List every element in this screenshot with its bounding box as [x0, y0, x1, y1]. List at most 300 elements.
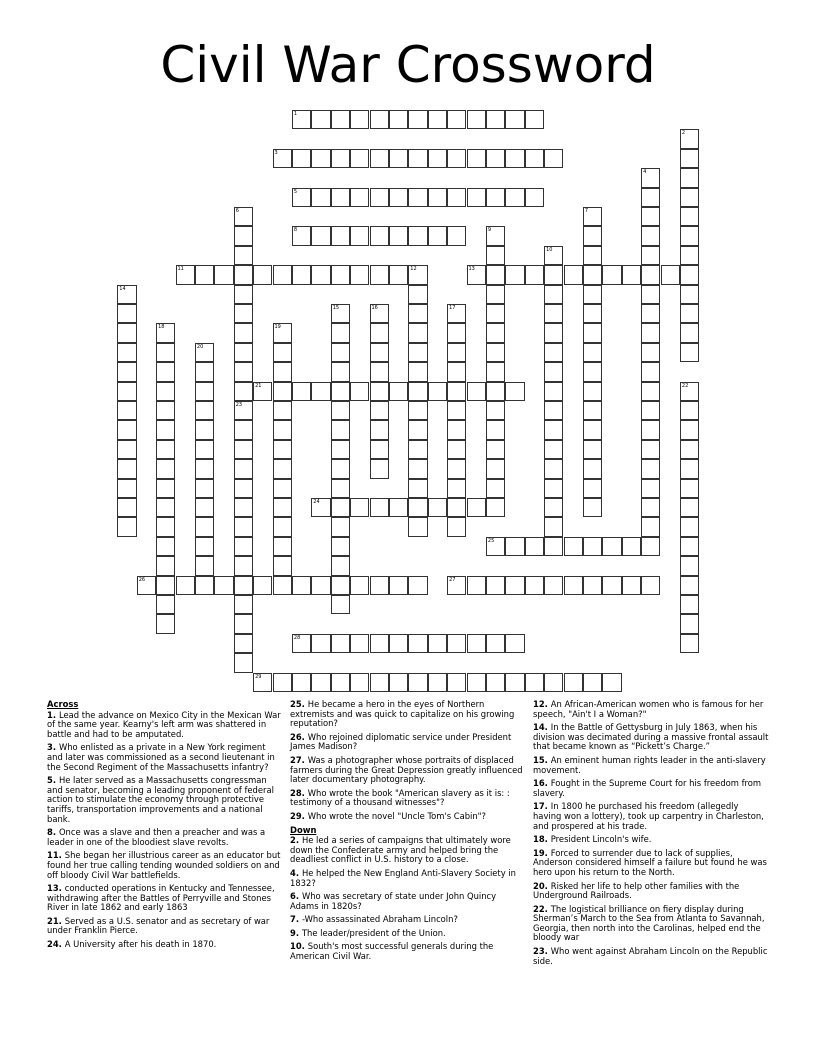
grid-cell[interactable] — [176, 576, 195, 595]
grid-cell[interactable] — [408, 420, 427, 439]
grid-cell[interactable] — [680, 285, 699, 304]
grid-cell[interactable] — [331, 362, 350, 381]
grid-cell[interactable] — [350, 110, 369, 129]
grid-cell[interactable] — [680, 265, 699, 284]
grid-cell[interactable] — [428, 149, 447, 168]
grid-cell[interactable] — [195, 556, 214, 575]
grid-cell[interactable] — [486, 576, 505, 595]
grid-cell[interactable] — [583, 576, 602, 595]
grid-cell[interactable] — [583, 420, 602, 439]
grid-cell[interactable] — [234, 265, 253, 284]
grid-cell[interactable] — [486, 304, 505, 323]
grid-cell[interactable] — [234, 343, 253, 362]
grid-cell[interactable] — [641, 382, 660, 401]
grid-cell[interactable] — [408, 362, 427, 381]
grid-cell[interactable] — [234, 401, 253, 420]
grid-cell[interactable] — [176, 265, 195, 284]
grid-cell[interactable] — [156, 323, 175, 342]
grid-cell[interactable] — [447, 362, 466, 381]
grid-cell[interactable] — [156, 459, 175, 478]
grid-cell[interactable] — [292, 673, 311, 692]
grid-cell[interactable] — [156, 401, 175, 420]
grid-cell[interactable] — [486, 110, 505, 129]
grid-cell[interactable] — [583, 479, 602, 498]
grid-cell[interactable] — [370, 440, 389, 459]
grid-cell[interactable] — [350, 226, 369, 245]
grid-cell[interactable] — [370, 226, 389, 245]
grid-cell[interactable] — [602, 265, 621, 284]
grid-cell[interactable] — [389, 576, 408, 595]
grid-cell[interactable] — [370, 110, 389, 129]
grid-cell[interactable] — [234, 304, 253, 323]
grid-cell[interactable] — [350, 149, 369, 168]
grid-cell[interactable] — [331, 149, 350, 168]
grid-cell[interactable] — [273, 673, 292, 692]
grid-cell[interactable] — [156, 382, 175, 401]
grid-cell[interactable] — [234, 479, 253, 498]
grid-cell[interactable] — [273, 382, 292, 401]
grid-cell[interactable] — [564, 576, 583, 595]
grid-cell[interactable] — [525, 110, 544, 129]
grid-cell[interactable] — [447, 304, 466, 323]
grid-cell[interactable] — [467, 673, 486, 692]
grid-cell[interactable] — [273, 343, 292, 362]
grid-cell[interactable] — [195, 576, 214, 595]
grid-cell[interactable] — [156, 556, 175, 575]
grid-cell[interactable] — [408, 498, 427, 517]
grid-cell[interactable] — [564, 265, 583, 284]
grid-cell[interactable] — [525, 576, 544, 595]
grid-cell[interactable] — [156, 420, 175, 439]
grid-cell[interactable] — [408, 149, 427, 168]
grid-cell[interactable] — [350, 188, 369, 207]
grid-cell[interactable] — [156, 537, 175, 556]
grid-cell[interactable] — [311, 110, 330, 129]
grid-cell[interactable] — [525, 188, 544, 207]
grid-cell[interactable] — [350, 382, 369, 401]
grid-cell[interactable] — [641, 576, 660, 595]
grid-cell[interactable] — [350, 498, 369, 517]
grid-cell[interactable] — [661, 265, 680, 284]
grid-cell[interactable] — [583, 459, 602, 478]
grid-cell[interactable] — [544, 343, 563, 362]
grid-cell[interactable] — [408, 343, 427, 362]
grid-cell[interactable] — [505, 673, 524, 692]
grid-cell[interactable] — [447, 226, 466, 245]
grid-cell[interactable] — [195, 537, 214, 556]
grid-cell[interactable] — [350, 634, 369, 653]
grid-cell[interactable] — [544, 420, 563, 439]
grid-cell[interactable] — [641, 285, 660, 304]
grid-cell[interactable] — [273, 265, 292, 284]
grid-cell[interactable] — [117, 440, 136, 459]
grid-cell[interactable] — [311, 188, 330, 207]
grid-cell[interactable] — [408, 440, 427, 459]
grid-cell[interactable] — [311, 265, 330, 284]
grid-cell[interactable] — [311, 673, 330, 692]
grid-cell[interactable] — [680, 459, 699, 478]
grid-cell[interactable] — [641, 188, 660, 207]
grid-cell[interactable] — [544, 401, 563, 420]
grid-cell[interactable] — [641, 168, 660, 187]
grid-cell[interactable] — [544, 149, 563, 168]
grid-cell[interactable] — [622, 537, 641, 556]
grid-cell[interactable] — [680, 595, 699, 614]
grid-cell[interactable] — [447, 440, 466, 459]
grid-cell[interactable] — [331, 595, 350, 614]
grid-cell[interactable] — [428, 188, 447, 207]
grid-cell[interactable] — [641, 246, 660, 265]
grid-cell[interactable] — [544, 673, 563, 692]
grid-cell[interactable] — [408, 265, 427, 284]
grid-cell[interactable] — [486, 246, 505, 265]
grid-cell[interactable] — [156, 479, 175, 498]
grid-cell[interactable] — [447, 382, 466, 401]
grid-cell[interactable] — [331, 188, 350, 207]
grid-cell[interactable] — [331, 537, 350, 556]
grid-cell[interactable] — [331, 323, 350, 342]
grid-cell[interactable] — [486, 343, 505, 362]
grid-cell[interactable] — [486, 440, 505, 459]
grid-cell[interactable] — [486, 459, 505, 478]
grid-cell[interactable] — [234, 459, 253, 478]
grid-cell[interactable] — [680, 634, 699, 653]
grid-cell[interactable] — [234, 246, 253, 265]
grid-cell[interactable] — [117, 420, 136, 439]
grid-cell[interactable] — [311, 498, 330, 517]
grid-cell[interactable] — [602, 537, 621, 556]
grid-cell[interactable] — [641, 265, 660, 284]
grid-cell[interactable] — [273, 149, 292, 168]
grid-cell[interactable] — [156, 343, 175, 362]
grid-cell[interactable] — [117, 479, 136, 498]
grid-cell[interactable] — [641, 420, 660, 439]
grid-cell[interactable] — [370, 382, 389, 401]
grid-cell[interactable] — [408, 285, 427, 304]
grid-cell[interactable] — [195, 265, 214, 284]
grid-cell[interactable] — [467, 382, 486, 401]
grid-cell[interactable] — [447, 673, 466, 692]
grid-cell[interactable] — [137, 576, 156, 595]
grid-cell[interactable] — [234, 498, 253, 517]
grid-cell[interactable] — [331, 498, 350, 517]
grid-cell[interactable] — [389, 110, 408, 129]
grid-cell[interactable] — [486, 537, 505, 556]
grid-cell[interactable] — [253, 673, 272, 692]
grid-cell[interactable] — [370, 149, 389, 168]
grid-cell[interactable] — [544, 517, 563, 536]
grid-cell[interactable] — [680, 168, 699, 187]
grid-cell[interactable] — [273, 537, 292, 556]
grid-cell[interactable] — [505, 265, 524, 284]
grid-cell[interactable] — [350, 265, 369, 284]
grid-cell[interactable] — [583, 207, 602, 226]
grid-cell[interactable] — [680, 323, 699, 342]
grid-cell[interactable] — [428, 226, 447, 245]
grid-cell[interactable] — [525, 149, 544, 168]
grid-cell[interactable] — [544, 265, 563, 284]
grid-cell[interactable] — [505, 537, 524, 556]
grid-cell[interactable] — [680, 517, 699, 536]
grid-cell[interactable] — [117, 362, 136, 381]
grid-cell[interactable] — [331, 556, 350, 575]
grid-cell[interactable] — [680, 188, 699, 207]
grid-cell[interactable] — [428, 634, 447, 653]
grid-cell[interactable] — [544, 304, 563, 323]
grid-cell[interactable] — [680, 479, 699, 498]
grid-cell[interactable] — [389, 498, 408, 517]
grid-cell[interactable] — [389, 265, 408, 284]
grid-cell[interactable] — [117, 498, 136, 517]
grid-cell[interactable] — [234, 440, 253, 459]
grid-cell[interactable] — [467, 149, 486, 168]
grid-cell[interactable] — [331, 265, 350, 284]
grid-cell[interactable] — [117, 323, 136, 342]
grid-cell[interactable] — [234, 517, 253, 536]
grid-cell[interactable] — [486, 285, 505, 304]
grid-cell[interactable] — [331, 634, 350, 653]
grid-cell[interactable] — [602, 576, 621, 595]
grid-cell[interactable] — [370, 498, 389, 517]
grid-cell[interactable] — [622, 265, 641, 284]
grid-cell[interactable] — [311, 226, 330, 245]
grid-cell[interactable] — [311, 382, 330, 401]
grid-cell[interactable] — [467, 265, 486, 284]
grid-cell[interactable] — [253, 382, 272, 401]
grid-cell[interactable] — [583, 304, 602, 323]
grid-cell[interactable] — [234, 653, 253, 672]
grid-cell[interactable] — [117, 401, 136, 420]
grid-cell[interactable] — [370, 304, 389, 323]
grid-cell[interactable] — [408, 576, 427, 595]
grid-cell[interactable] — [447, 517, 466, 536]
grid-cell[interactable] — [234, 285, 253, 304]
grid-cell[interactable] — [331, 304, 350, 323]
grid-cell[interactable] — [234, 420, 253, 439]
grid-cell[interactable] — [331, 382, 350, 401]
grid-cell[interactable] — [641, 362, 660, 381]
grid-cell[interactable] — [680, 343, 699, 362]
grid-cell[interactable] — [680, 498, 699, 517]
grid-cell[interactable] — [234, 226, 253, 245]
grid-cell[interactable] — [680, 401, 699, 420]
grid-cell[interactable] — [195, 517, 214, 536]
grid-cell[interactable] — [680, 129, 699, 148]
grid-cell[interactable] — [408, 323, 427, 342]
grid-cell[interactable] — [680, 246, 699, 265]
grid-cell[interactable] — [195, 401, 214, 420]
grid-cell[interactable] — [117, 459, 136, 478]
grid-cell[interactable] — [641, 498, 660, 517]
grid-cell[interactable] — [486, 323, 505, 342]
grid-cell[interactable] — [680, 614, 699, 633]
grid-cell[interactable] — [253, 265, 272, 284]
grid-cell[interactable] — [680, 226, 699, 245]
grid-cell[interactable] — [292, 576, 311, 595]
grid-cell[interactable] — [486, 226, 505, 245]
grid-cell[interactable] — [544, 323, 563, 342]
grid-cell[interactable] — [156, 595, 175, 614]
grid-cell[interactable] — [486, 265, 505, 284]
grid-cell[interactable] — [273, 556, 292, 575]
grid-cell[interactable] — [505, 382, 524, 401]
grid-cell[interactable] — [408, 304, 427, 323]
grid-cell[interactable] — [195, 382, 214, 401]
grid-cell[interactable] — [525, 673, 544, 692]
grid-cell[interactable] — [447, 323, 466, 342]
grid-cell[interactable] — [408, 188, 427, 207]
grid-cell[interactable] — [234, 634, 253, 653]
grid-cell[interactable] — [292, 149, 311, 168]
grid-cell[interactable] — [408, 226, 427, 245]
grid-cell[interactable] — [292, 110, 311, 129]
grid-cell[interactable] — [234, 537, 253, 556]
grid-cell[interactable] — [544, 362, 563, 381]
grid-cell[interactable] — [370, 459, 389, 478]
grid-cell[interactable] — [680, 207, 699, 226]
grid-cell[interactable] — [234, 576, 253, 595]
grid-cell[interactable] — [408, 479, 427, 498]
grid-cell[interactable] — [428, 498, 447, 517]
grid-cell[interactable] — [583, 498, 602, 517]
grid-cell[interactable] — [389, 226, 408, 245]
grid-cell[interactable] — [331, 226, 350, 245]
grid-cell[interactable] — [234, 556, 253, 575]
grid-cell[interactable] — [331, 343, 350, 362]
grid-cell[interactable] — [117, 285, 136, 304]
grid-cell[interactable] — [370, 401, 389, 420]
grid-cell[interactable] — [680, 149, 699, 168]
grid-cell[interactable] — [331, 420, 350, 439]
grid-cell[interactable] — [253, 576, 272, 595]
grid-cell[interactable] — [408, 459, 427, 478]
grid-cell[interactable] — [486, 498, 505, 517]
grid-cell[interactable] — [525, 265, 544, 284]
grid-cell[interactable] — [292, 634, 311, 653]
grid-cell[interactable] — [273, 440, 292, 459]
grid-cell[interactable] — [234, 207, 253, 226]
grid-cell[interactable] — [408, 401, 427, 420]
grid-cell[interactable] — [641, 401, 660, 420]
grid-cell[interactable] — [214, 265, 233, 284]
grid-cell[interactable] — [273, 498, 292, 517]
grid-cell[interactable] — [641, 304, 660, 323]
grid-cell[interactable] — [447, 188, 466, 207]
grid-cell[interactable] — [331, 110, 350, 129]
grid-cell[interactable] — [544, 459, 563, 478]
grid-cell[interactable] — [195, 459, 214, 478]
grid-cell[interactable] — [370, 362, 389, 381]
grid-cell[interactable] — [331, 440, 350, 459]
grid-cell[interactable] — [564, 673, 583, 692]
grid-cell[interactable] — [447, 110, 466, 129]
grid-cell[interactable] — [117, 304, 136, 323]
grid-cell[interactable] — [544, 537, 563, 556]
grid-cell[interactable] — [350, 673, 369, 692]
grid-cell[interactable] — [389, 673, 408, 692]
grid-cell[interactable] — [273, 420, 292, 439]
grid-cell[interactable] — [370, 673, 389, 692]
grid-cell[interactable] — [273, 401, 292, 420]
grid-cell[interactable] — [505, 634, 524, 653]
grid-cell[interactable] — [447, 149, 466, 168]
grid-cell[interactable] — [389, 188, 408, 207]
grid-cell[interactable] — [583, 440, 602, 459]
grid-cell[interactable] — [544, 498, 563, 517]
grid-cell[interactable] — [311, 576, 330, 595]
grid-cell[interactable] — [292, 226, 311, 245]
grid-cell[interactable] — [680, 576, 699, 595]
grid-cell[interactable] — [214, 576, 233, 595]
grid-cell[interactable] — [602, 673, 621, 692]
grid-cell[interactable] — [408, 634, 427, 653]
grid-cell[interactable] — [467, 576, 486, 595]
grid-cell[interactable] — [350, 576, 369, 595]
grid-cell[interactable] — [467, 498, 486, 517]
grid-cell[interactable] — [583, 362, 602, 381]
grid-cell[interactable] — [195, 343, 214, 362]
grid-cell[interactable] — [583, 343, 602, 362]
grid-cell[interactable] — [408, 673, 427, 692]
grid-cell[interactable] — [370, 265, 389, 284]
grid-cell[interactable] — [389, 382, 408, 401]
grid-cell[interactable] — [583, 285, 602, 304]
grid-cell[interactable] — [467, 188, 486, 207]
grid-cell[interactable] — [408, 382, 427, 401]
grid-cell[interactable] — [447, 343, 466, 362]
grid-cell[interactable] — [273, 362, 292, 381]
grid-cell[interactable] — [583, 673, 602, 692]
grid-cell[interactable] — [486, 382, 505, 401]
grid-cell[interactable] — [447, 401, 466, 420]
grid-cell[interactable] — [525, 537, 544, 556]
grid-cell[interactable] — [273, 517, 292, 536]
grid-cell[interactable] — [641, 537, 660, 556]
grid-cell[interactable] — [505, 110, 524, 129]
grid-cell[interactable] — [428, 110, 447, 129]
grid-cell[interactable] — [234, 614, 253, 633]
grid-cell[interactable] — [447, 420, 466, 439]
grid-cell[interactable] — [195, 420, 214, 439]
grid-cell[interactable] — [486, 401, 505, 420]
grid-cell[interactable] — [331, 517, 350, 536]
grid-cell[interactable] — [156, 362, 175, 381]
grid-cell[interactable] — [273, 479, 292, 498]
grid-cell[interactable] — [622, 576, 641, 595]
grid-cell[interactable] — [311, 634, 330, 653]
grid-cell[interactable] — [195, 362, 214, 381]
grid-cell[interactable] — [505, 188, 524, 207]
grid-cell[interactable] — [389, 634, 408, 653]
grid-cell[interactable] — [311, 149, 330, 168]
grid-cell[interactable] — [544, 479, 563, 498]
grid-cell[interactable] — [156, 517, 175, 536]
grid-cell[interactable] — [273, 576, 292, 595]
grid-cell[interactable] — [583, 226, 602, 245]
grid-cell[interactable] — [544, 440, 563, 459]
grid-cell[interactable] — [583, 382, 602, 401]
grid-cell[interactable] — [486, 479, 505, 498]
grid-cell[interactable] — [544, 285, 563, 304]
grid-cell[interactable] — [331, 401, 350, 420]
grid-cell[interactable] — [641, 207, 660, 226]
grid-cell[interactable] — [583, 401, 602, 420]
grid-cell[interactable] — [292, 188, 311, 207]
grid-cell[interactable] — [331, 673, 350, 692]
grid-cell[interactable] — [273, 459, 292, 478]
grid-cell[interactable] — [447, 498, 466, 517]
grid-cell[interactable] — [583, 323, 602, 342]
